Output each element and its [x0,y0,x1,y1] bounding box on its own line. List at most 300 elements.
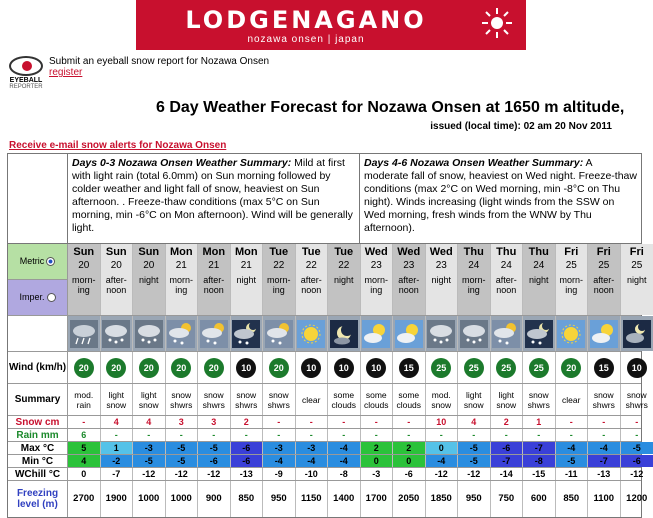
snow-cell: 2 [231,416,264,428]
freezing-level-cell: 850 [231,481,264,517]
rain-cell: - [166,429,199,441]
moon-weather-icon [330,320,358,348]
max-temp-cell: -6 [491,442,524,454]
max-temp-cell: 1 [101,442,134,454]
day-date: 20 [143,261,154,271]
period-name: night [236,275,256,285]
rain-cell: - [491,429,524,441]
cloudsun-weather-icon [395,320,423,348]
rain-cell: - [458,429,491,441]
wind-arrow-icon: 20 [561,358,581,378]
max-temp-cell: -5 [621,442,653,454]
snow-weather-icon [460,320,488,348]
min-temp-cell: 0 [361,455,394,467]
period-header [263,244,296,315]
page-title: 6 Day Weather Forecast for Nozawa Onsen at 1650 m altitude, [156,99,624,117]
day-name: Tue [302,247,321,257]
min-temp-cell: -5 [458,455,491,467]
summary-b-text: A moderate fall of snow, heaviest on Wed night. Freeze-thaw conditions (max 2°C on Wed morning, min -8°C on Thu night). Winds increasing (light winds from the SSW on Wed morning, fresh winds from the WNW by Thu afternoon). [364,157,637,234]
summary-b-heading: Days 4-6 Nozawa Onsen Weather Summary: [364,157,583,169]
weather-icon-cell [166,316,199,351]
wind-cell [68,352,101,383]
wind-chill-cell: -14 [491,468,524,480]
day-name: Mon [235,247,258,257]
max-temp-cell: -5 [198,442,231,454]
weather-icon-cell [393,316,426,351]
metric-radio[interactable] [46,257,55,266]
weather-icon-cell [101,316,134,351]
snow-cell: 4 [133,416,166,428]
summary-weather-row [8,384,641,416]
max-temp-cell: -7 [523,442,556,454]
rain-cell: - [361,429,394,441]
register-link[interactable]: register [49,67,269,78]
weather-icon-cell [426,316,459,351]
day-name: Mon [202,247,225,257]
min-temp-cell: -6 [621,455,653,467]
wind-chill-cell: -12 [133,468,166,480]
summary-cell: light snow [101,384,134,415]
period-header [361,244,394,315]
rain-weather-icon [70,320,98,348]
snow-weather-icon [135,320,163,348]
period-header [621,244,653,315]
eye-icon [9,56,43,76]
snow-cell: 1 [523,416,556,428]
period-header [328,244,361,315]
weather-icon-cell [491,316,524,351]
period-header [393,244,426,315]
eyeball-text [49,56,269,78]
period-name: after- noon [491,275,523,295]
summary-cell: snow shwrs [231,384,264,415]
min-temp-cell: -4 [263,455,296,467]
summary-cell: clear [296,384,329,415]
freezing-level-cell: 900 [198,481,231,517]
period-header [588,244,621,315]
wind-label: Wind (km/h) [8,352,68,383]
snowsun-weather-icon [265,320,293,348]
freezing-level-row [8,481,641,517]
wind-arrow-icon: 10 [301,358,321,378]
rain-cell: - [101,429,134,441]
freezing-level-cell: 950 [263,481,296,517]
period-header [556,244,589,315]
period-name: night [529,275,549,285]
snow-weather-icon [427,320,455,348]
wind-cell [328,352,361,383]
wind-arrow-icon: 25 [529,358,549,378]
summary-cell: snow shwrs [198,384,231,415]
wind-arrow-icon: 25 [464,358,484,378]
day-date: 21 [176,261,187,271]
rain-cell: - [426,429,459,441]
day-date: 24 [533,261,544,271]
snow-cell: 2 [491,416,524,428]
wind-chill-cell: -12 [426,468,459,480]
wind-row [8,352,641,384]
freezing-level-cell: 600 [523,481,556,517]
freezing-level-cell: 1900 [101,481,134,517]
day-name: Thu [496,247,516,257]
max-temp-cell: 5 [68,442,101,454]
min-temp-cell: -7 [491,455,524,467]
wind-chill-cell: -3 [361,468,394,480]
snowsun-weather-icon [200,320,228,348]
wind-cell [458,352,491,383]
snow-row [8,416,641,429]
summary-cell: light snow [491,384,524,415]
freezing-level-cell: 1000 [166,481,199,517]
snow-cell: - [393,416,426,428]
wind-cell [393,352,426,383]
period-header [426,244,459,315]
wind-chill-cell: -6 [393,468,426,480]
day-name: Thu [529,247,549,257]
snow-cell: - [68,416,101,428]
day-date: 23 [436,261,447,271]
summary-spacer [8,154,68,243]
rain-cell: - [296,429,329,441]
period-name: night [431,275,451,285]
period-name: after- noon [588,275,620,295]
max-temp-cell: 2 [361,442,394,454]
min-temp-cell: -8 [523,455,556,467]
weather-icon-cell [263,316,296,351]
day-name: Fri [564,247,578,257]
rain-cell: - [523,429,556,441]
summary-cell: some clouds [361,384,394,415]
wind-cell [426,352,459,383]
period-name: night [139,275,159,285]
wchill-label: WChill °C [8,468,68,480]
day-name: Wed [365,247,388,257]
freezing-level-cell: 850 [556,481,589,517]
day-date: 22 [306,261,317,271]
summary-cell: light snow [458,384,491,415]
period-header [458,244,491,315]
day-date: 21 [208,261,219,271]
wind-chill-cell: -12 [458,468,491,480]
snow-cell: 4 [101,416,134,428]
header-row [8,244,641,316]
wind-chill-cell: -11 [556,468,589,480]
badge-line2: REPORTER [6,84,46,90]
summary-cell: clear [556,384,589,415]
snowsun-weather-icon [492,320,520,348]
max-temp-cell: -5 [166,442,199,454]
wind-chill-cell: 0 [68,468,101,480]
max-temp-cell: -6 [231,442,264,454]
day-date: 22 [273,261,284,271]
metric-option[interactable] [8,244,67,280]
period-name: morn- ing [263,275,295,295]
snow-cell: - [556,416,589,428]
wind-chill-cell: -8 [328,468,361,480]
period-name: night [334,275,354,285]
rain-cell: - [556,429,589,441]
weather-icon-cell [523,316,556,351]
min-label: Min °C [8,455,68,467]
wind-chill-cell: -7 [101,468,134,480]
max-label: Max °C [8,442,68,454]
icon-row-label [8,316,68,351]
period-header [68,244,101,315]
weather-icon-cell [231,316,264,351]
wind-arrow-icon: 15 [399,358,419,378]
min-temp-cell: -4 [296,455,329,467]
wind-cell [361,352,394,383]
max-temp-cell: -4 [588,442,621,454]
period-name: after- noon [296,275,328,295]
day-date: 22 [338,261,349,271]
wind-arrow-icon: 20 [204,358,224,378]
min-temp-cell: -5 [556,455,589,467]
wind-cell [101,352,134,383]
min-temp-cell: -5 [133,455,166,467]
submit-report-text: Submit an eyeball snow report for Nozawa Onsen [49,56,269,67]
max-temp-cell: 2 [393,442,426,454]
weather-icon-cell [296,316,329,351]
wind-cell [296,352,329,383]
site-logo: LODGENAGANO [136,6,476,34]
min-temp-cell: -5 [166,455,199,467]
wind-arrow-icon: 10 [334,358,354,378]
weather-icon-cell [361,316,394,351]
imperial-option[interactable] [8,280,67,316]
freezing-level-cell: 1400 [328,481,361,517]
max-temp-row [8,442,641,455]
weather-icon-cell [621,316,653,351]
period-header [198,244,231,315]
summary-days-0-3 [68,154,360,243]
min-temp-cell: 0 [393,455,426,467]
summary-a-heading: Days 0-3 Nozawa Onsen Weather Summary: [72,157,291,169]
max-temp-cell: -3 [263,442,296,454]
max-temp-cell: 0 [426,442,459,454]
wind-chill-cell: -12 [198,468,231,480]
max-temp-cell: -4 [556,442,589,454]
day-date: 23 [371,261,382,271]
freezing-level-cell: 1200 [621,481,653,517]
wind-arrow-icon: 20 [106,358,126,378]
snow-cell: 10 [426,416,459,428]
wind-arrow-icon: 20 [139,358,159,378]
wind-chill-cell: -15 [523,468,556,480]
period-name: morn- ing [556,275,588,295]
period-name: night [627,275,647,285]
snow-cell: - [296,416,329,428]
day-date: 20 [111,261,122,271]
period-name: morn- ing [361,275,393,295]
wind-cell [133,352,166,383]
banner[interactable] [136,0,526,50]
snow-weather-icon [102,320,130,348]
snowsun-weather-icon [167,320,195,348]
wind-arrow-icon: 10 [627,358,647,378]
snow-alerts-link[interactable]: Receive e-mail snow alerts for Nozawa Onsen [9,140,226,151]
freezing-level-cell: 2050 [393,481,426,517]
weather-icon-cell [133,316,166,351]
wind-arrow-icon: 15 [594,358,614,378]
day-date: 21 [241,261,252,271]
day-name: Sun [106,247,127,257]
rain-label: Rain mm [8,429,68,441]
day-name: Tue [269,247,288,257]
wind-cell [231,352,264,383]
freeze-label: Freezing level (m) [8,481,68,517]
unit-selector [8,244,68,315]
wind-chill-cell: -10 [296,468,329,480]
wind-chill-row [8,468,641,481]
cloudsun-weather-icon [590,320,618,348]
wind-arrow-icon: 20 [269,358,289,378]
snowmoon-weather-icon [232,320,260,348]
day-name: Sun [138,247,159,257]
min-temp-cell: -7 [588,455,621,467]
snowmoon-weather-icon [525,320,553,348]
snow-cell: 4 [458,416,491,428]
snow-cell: 3 [166,416,199,428]
wind-cell [556,352,589,383]
max-temp-cell: -4 [328,442,361,454]
max-temp-cell: -3 [296,442,329,454]
freezing-level-cell: 1150 [296,481,329,517]
day-date: 25 [631,261,642,271]
summary-cell: snow shwrs [523,384,556,415]
snow-cell: 3 [198,416,231,428]
weather-icon-row [8,316,641,352]
min-temp-cell: -2 [101,455,134,467]
freezing-level-cell: 1100 [588,481,621,517]
summary-cell: light snow [133,384,166,415]
wind-chill-cell: -12 [621,468,653,480]
summary-days-4-6 [360,154,641,243]
period-header [231,244,264,315]
wind-cell [523,352,556,383]
day-name: Fri [597,247,611,257]
summary-cell: mod. snow [426,384,459,415]
day-date: 25 [598,261,609,271]
snow-cell: - [361,416,394,428]
min-temp-cell: 4 [68,455,101,467]
period-name: after- noon [393,275,425,295]
day-name: Mon [170,247,193,257]
period-name: after- noon [198,275,230,295]
freezing-level-cell: 750 [491,481,524,517]
rain-cell: - [198,429,231,441]
rain-cell: - [231,429,264,441]
wind-cell [491,352,524,383]
period-name: morn- ing [166,275,198,295]
rain-cell: - [328,429,361,441]
day-name: Tue [334,247,353,257]
cloudmoon-weather-icon [623,320,651,348]
max-temp-cell: -3 [133,442,166,454]
min-temp-row [8,455,641,468]
min-temp-cell: -4 [328,455,361,467]
period-header [101,244,134,315]
max-temp-cell: -5 [458,442,491,454]
day-date: 24 [501,261,512,271]
period-header [491,244,524,315]
snow-cell: - [263,416,296,428]
period-header [133,244,166,315]
day-date: 23 [403,261,414,271]
wind-arrow-icon: 10 [366,358,386,378]
sun-weather-icon [557,320,585,348]
rain-cell: - [133,429,166,441]
wind-arrow-icon: 20 [74,358,94,378]
freezing-level-cell: 950 [458,481,491,517]
cloudsun-weather-icon [362,320,390,348]
eyeball-reporter-badge[interactable] [6,56,46,96]
summary-cell: mod. rain [68,384,101,415]
sun-logo-icon [480,6,514,40]
rain-cell: - [393,429,426,441]
period-name: after- noon [101,275,133,295]
imperial-label: Imper. [19,292,44,303]
day-name: Wed [430,247,453,257]
weather-icon-cell [198,316,231,351]
summary-cell: some clouds [328,384,361,415]
rain-cell: - [588,429,621,441]
rain-cell: 6 [68,429,101,441]
period-header [166,244,199,315]
wind-arrow-icon: 25 [431,358,451,378]
weather-icon-cell [458,316,491,351]
wind-chill-cell: -13 [231,468,264,480]
period-name: morn- ing [458,275,490,295]
summary-cell: snow shwrs [588,384,621,415]
summary-cell: snow shwrs [263,384,296,415]
summary-cell: snow shwrs [166,384,199,415]
imperial-radio[interactable] [47,293,56,302]
day-name: Sun [73,247,94,257]
freezing-level-cell: 2700 [68,481,101,517]
weather-icon-cell [556,316,589,351]
weather-icon-cell [328,316,361,351]
forecast-table [7,153,642,518]
period-header [296,244,329,315]
day-date: 20 [78,261,89,271]
summary-row [8,154,641,244]
wind-cell [621,352,653,383]
badge-line1: EYEBALL [6,77,46,84]
sun-weather-icon [297,320,325,348]
snow-cell: - [328,416,361,428]
day-name: Thu [464,247,484,257]
freezing-level-cell: 1850 [426,481,459,517]
rain-cell: - [621,429,653,441]
day-name: Wed [397,247,420,257]
min-temp-cell: -4 [426,455,459,467]
summary-a-text: Mild at first with light rain (total 6.0mm) on Sun morning followed by colder weather and light fall of snow, heaviest on Sun afternoon. . Freeze-thaw conditions (max 5°C on Sun morning, min -6°C on Mon afternoon). Wind will be generally light. [72,157,353,234]
min-temp-cell: -6 [231,455,264,467]
wind-chill-cell: -12 [166,468,199,480]
weather-icon-cell [588,316,621,351]
day-name: Fri [630,247,644,257]
wind-cell [588,352,621,383]
wind-arrow-icon: 20 [171,358,191,378]
day-date: 24 [468,261,479,271]
day-date: 25 [566,261,577,271]
wind-cell [198,352,231,383]
wind-chill-cell: -13 [588,468,621,480]
metric-label: Metric [20,256,45,267]
site-tagline: nozawa onsen | japan [136,34,476,45]
summary-cell: snow shwrs [621,384,653,415]
